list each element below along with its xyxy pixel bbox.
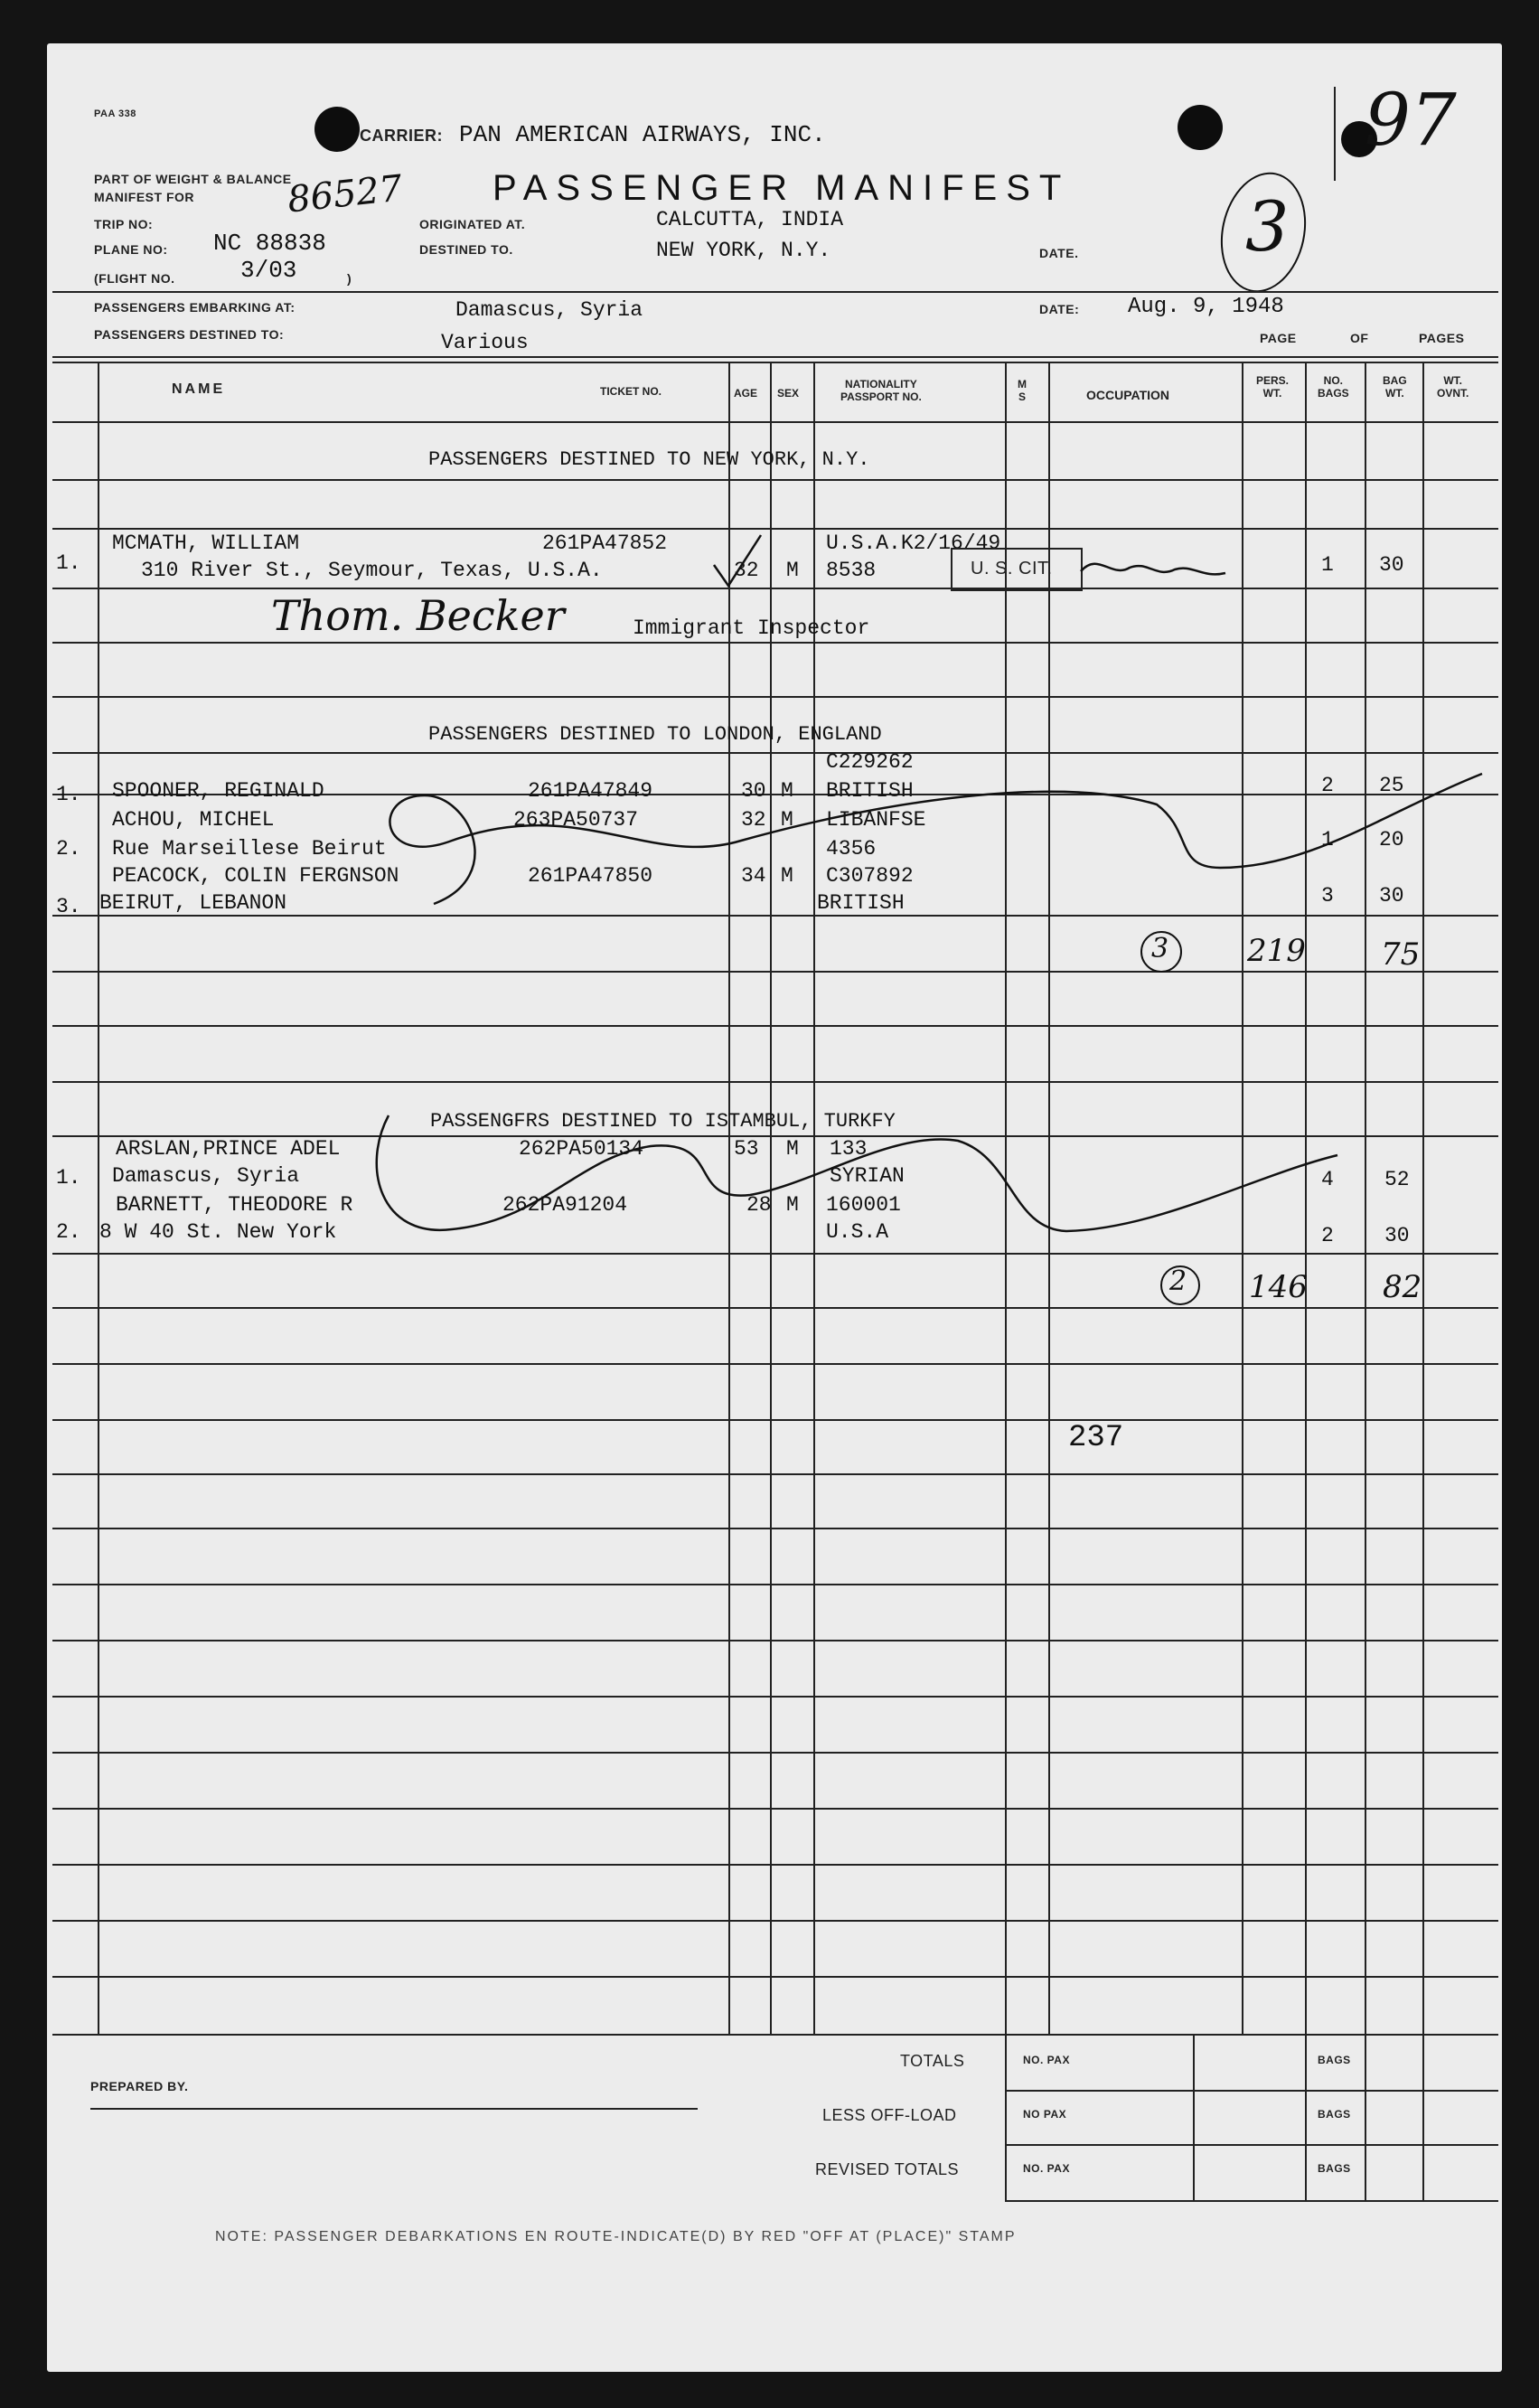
passenger-sex: M xyxy=(786,1137,799,1161)
destined-to-label: PASSENGERS DESTINED TO: xyxy=(94,327,285,342)
col-name: NAME xyxy=(172,381,226,397)
manifest-for-label: MANIFEST FOR xyxy=(94,190,194,204)
checkmark xyxy=(714,535,761,586)
passenger-nationality: C229262 xyxy=(826,750,914,774)
plane-number: NC 88838 xyxy=(213,230,326,257)
passenger-ticket: 261PA47850 xyxy=(528,864,653,888)
passenger-ticket: 261PA47852 xyxy=(542,531,668,555)
passenger-ticket: 262PA50134 xyxy=(519,1137,644,1161)
passenger-address: 310 River St., Seymour, Texas, U.S.A. xyxy=(141,559,603,582)
passenger-nationality: LIBANFSE xyxy=(826,808,926,832)
passenger-number: 1. xyxy=(56,783,81,806)
istanbul-pers-wt: 146 xyxy=(1249,1269,1308,1305)
flight-number: 3/03 xyxy=(240,257,297,284)
passenger-age: 32 xyxy=(734,559,759,582)
flight-close: ) xyxy=(347,271,352,286)
col-ticket: TICKET NO. xyxy=(600,385,662,398)
passenger-age: 30 xyxy=(741,779,766,803)
section-new-york: PASSENGERS DESTINED TO NEW YORK, N.Y. xyxy=(428,448,870,471)
passenger-bag-wt: 20 xyxy=(1379,828,1404,851)
prepared-by-label: PREPARED BY. xyxy=(90,2079,189,2093)
passenger-name: SPOONER, REGINALD xyxy=(112,779,324,803)
date-label-2: DATE: xyxy=(1039,302,1080,316)
carrier-label: CARRIER: xyxy=(360,127,443,145)
pages-label: PAGES xyxy=(1419,331,1465,345)
passenger-age: 32 xyxy=(741,808,766,832)
col-pers-wt-line-1: PERS. xyxy=(1256,374,1290,387)
col-no-bags-line-1: NO. xyxy=(1323,374,1343,387)
page-number: 97 xyxy=(1365,78,1457,162)
destined-label: DESTINED TO. xyxy=(419,242,513,257)
destined: NEW YORK, N.Y. xyxy=(656,239,831,262)
passenger-number: 1. xyxy=(56,1166,81,1190)
col-wt-ovnt-line-2: OVNT. xyxy=(1437,387,1469,400)
footer-note: NOTE: PASSENGER DEBARKATIONS EN ROUTE-INDICATE(D) BY RED "OFF AT (PLACE)" STAMP xyxy=(215,2229,1017,2244)
part-of-label: PART OF WEIGHT & BALANCE xyxy=(94,172,292,186)
passenger-nationality: U.S.A.K2/16/49 xyxy=(826,531,1001,555)
occupation-scrawl xyxy=(1081,564,1225,575)
passenger-age: 28 xyxy=(746,1193,772,1217)
inspector-signature: Thom. Becker xyxy=(271,591,565,640)
form-code: PAA 338 xyxy=(94,108,136,119)
carrier-name: PAN AMERICAN AIRWAYS, INC. xyxy=(459,121,826,148)
manifest-date: Aug. 9, 1948 xyxy=(1128,295,1284,319)
flight-label: (FLIGHT NO. xyxy=(94,271,175,286)
passenger-ticket: 263PA50737 xyxy=(513,808,639,832)
passenger-bag-wt: 30 xyxy=(1379,553,1404,577)
col-no-bags-line-2: BAGS xyxy=(1318,387,1349,400)
section-london: PASSENGERS DESTINED TO LONDON, ENGLAND xyxy=(428,723,882,746)
passenger-sex: M xyxy=(781,864,793,888)
passenger-bags: 1 xyxy=(1321,553,1334,577)
passenger-bag-wt: 30 xyxy=(1384,1224,1410,1247)
no-pax-1: NO. PAX xyxy=(1023,2054,1070,2066)
col-sex: SEX xyxy=(777,387,800,400)
passenger-passport: 8538 xyxy=(826,559,877,582)
passenger-bag-wt: 30 xyxy=(1379,884,1404,908)
trip-number: 86527 xyxy=(285,167,405,221)
page-label: PAGE xyxy=(1260,331,1297,345)
less-offload-label: LESS OFF-LOAD xyxy=(822,2106,957,2124)
passenger-address: Damascus, Syria xyxy=(112,1164,300,1188)
passenger-nationality: 133 xyxy=(830,1137,868,1161)
passenger-passport: BRITISH xyxy=(826,779,914,803)
inspector-label: Immigrant Inspector xyxy=(633,616,870,640)
passenger-number: 2. xyxy=(56,1220,81,1244)
col-wt-ovnt-line-1: WT. xyxy=(1443,374,1462,387)
passenger-passport: SYRIAN xyxy=(830,1164,905,1188)
london-bag-wt: 75 xyxy=(1381,936,1421,973)
circled-number: 3 xyxy=(1245,186,1290,267)
passenger-address: 8 W 40 St. New York xyxy=(99,1220,337,1244)
originated: CALCUTTA, INDIA xyxy=(656,208,844,231)
passenger-bags: 1 xyxy=(1321,828,1334,851)
col-bag-wt-line-1: BAG xyxy=(1383,374,1407,387)
passenger-bags: 2 xyxy=(1321,1224,1334,1247)
us-citizen-stamp-text: U. S. CIT. xyxy=(971,559,1053,578)
bags-label-2: BAGS xyxy=(1318,2108,1351,2121)
revised-totals-label: REVISED TOTALS xyxy=(815,2160,960,2178)
section-istanbul: PASSENGFRS DESTINED TO ISTAMBUL, TURKFY xyxy=(430,1110,896,1133)
passenger-ticket: 262PA91204 xyxy=(502,1193,628,1217)
embarking: Damascus, Syria xyxy=(455,298,643,322)
col-pers-wt-line-2: WT. xyxy=(1262,387,1282,400)
col-ms-line-2: S xyxy=(1018,390,1026,403)
bags-label-3: BAGS xyxy=(1318,2162,1351,2175)
passenger-address: BEIRUT, LEBANON xyxy=(99,891,287,915)
passenger-age: 34 xyxy=(741,864,766,888)
passenger-sex: M xyxy=(786,1193,799,1217)
col-bag-wt-line-2: WT. xyxy=(1385,387,1404,400)
passenger-bags: 4 xyxy=(1321,1168,1334,1191)
passenger-bags: 3 xyxy=(1321,884,1334,908)
passenger-passport: BRITISH xyxy=(817,891,905,915)
destined-to: Various xyxy=(441,331,529,354)
london-strike xyxy=(389,774,1482,904)
passenger-name: MCMATH, WILLIAM xyxy=(112,531,300,555)
passenger-bags: 2 xyxy=(1321,774,1334,797)
no-pax-2: NO PAX xyxy=(1023,2108,1067,2121)
london-pers-wt: 219 xyxy=(1247,933,1306,969)
prepared-by-line xyxy=(90,2108,698,2110)
col-age: AGE xyxy=(734,387,758,400)
originated-label: ORIGINATED AT. xyxy=(419,217,526,231)
london-count: 3 xyxy=(1151,933,1169,964)
passenger-bag-wt: 52 xyxy=(1384,1168,1410,1191)
passenger-name: ARSLAN,PRINCE ADEL xyxy=(116,1137,341,1161)
passenger-name: PEACOCK, COLIN FERGNSON xyxy=(112,864,399,888)
passenger-ticket: 261PA47849 xyxy=(528,779,653,803)
passenger-address: Rue Marseillese Beirut xyxy=(112,837,387,861)
col-nationality-line-1: NATIONALITY xyxy=(845,378,917,390)
passenger-passport: U.S.A xyxy=(826,1220,889,1244)
col-ms-line-1: M xyxy=(1018,378,1027,390)
bags-label-1: BAGS xyxy=(1318,2054,1351,2066)
istanbul-bag-wt: 82 xyxy=(1383,1269,1422,1305)
passenger-sex: M xyxy=(786,559,799,582)
passenger-nationality: 160001 xyxy=(826,1193,901,1217)
no-pax-3: NO. PAX xyxy=(1023,2162,1070,2175)
col-nationality-line-2: PASSPORT NO. xyxy=(840,390,922,403)
embarking-label: PASSENGERS EMBARKING AT: xyxy=(94,300,296,315)
totals-label: TOTALS xyxy=(900,2052,965,2070)
passenger-sex: M xyxy=(781,779,793,803)
passenger-passport: 4356 xyxy=(826,837,877,861)
passenger-name: ACHOU, MICHEL xyxy=(112,808,275,832)
plane-label: PLANE NO: xyxy=(94,242,168,257)
of-label: OF xyxy=(1350,331,1369,345)
manifest-title: PASSENGER MANIFEST xyxy=(493,168,1071,208)
trip-label: TRIP NO: xyxy=(94,217,154,231)
passenger-name: BARNETT, THEODORE R xyxy=(116,1193,353,1217)
passenger-sex: M xyxy=(781,808,793,832)
passenger-age: 53 xyxy=(734,1137,759,1161)
passenger-bag-wt: 25 xyxy=(1379,774,1404,797)
passenger-number: 1. xyxy=(56,551,81,575)
passenger-nationality: C307892 xyxy=(826,864,914,888)
istanbul-count: 2 xyxy=(1169,1265,1187,1297)
col-occupation: OCCUPATION xyxy=(1086,388,1170,402)
extra-number: 237 xyxy=(1068,1421,1124,1455)
date-label: DATE. xyxy=(1039,246,1079,260)
passenger-number: 3. xyxy=(56,895,81,918)
istanbul-strike xyxy=(377,1115,1337,1231)
passenger-number: 2. xyxy=(56,837,81,861)
